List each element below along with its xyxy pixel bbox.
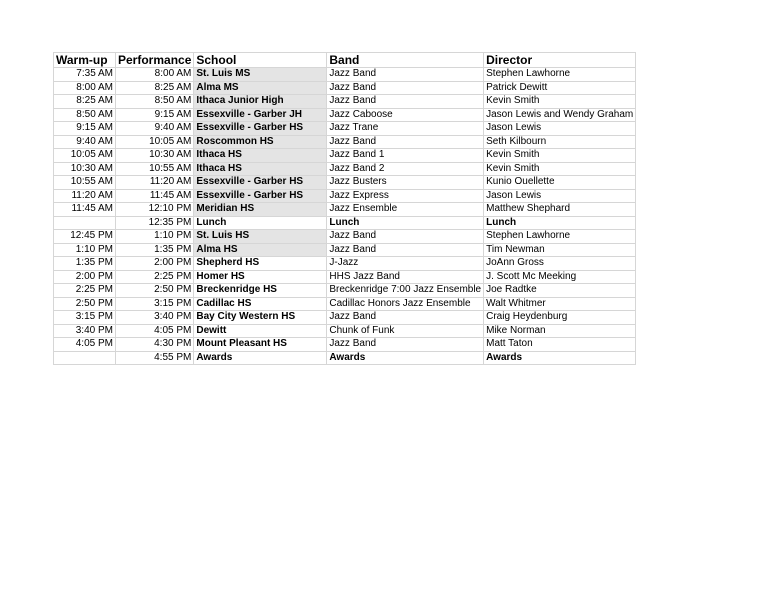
director-cell: Awards bbox=[484, 351, 636, 365]
band-cell: Jazz Busters bbox=[327, 176, 484, 190]
band-cell: Awards bbox=[327, 351, 484, 365]
school-cell: Awards bbox=[194, 351, 327, 365]
band-cell: Jazz Band bbox=[327, 81, 484, 95]
director-cell: JoAnn Gross bbox=[484, 257, 636, 271]
band-cell: Cadillac Honors Jazz Ensemble bbox=[327, 297, 484, 311]
table-row bbox=[54, 122, 636, 136]
school-cell: Roscommon HS bbox=[194, 135, 327, 149]
school-cell: Essexville - Garber HS bbox=[194, 189, 327, 203]
director-cell: Jason Lewis bbox=[484, 122, 636, 136]
director-cell: Matthew Shephard bbox=[484, 203, 636, 217]
school-cell: Lunch bbox=[194, 216, 327, 230]
director-cell: Kevin Smith bbox=[484, 95, 636, 109]
performance-cell: 10:05 AM bbox=[116, 135, 194, 149]
table-row bbox=[54, 351, 636, 365]
table-row bbox=[54, 95, 636, 109]
director-cell: Kevin Smith bbox=[484, 162, 636, 176]
table-row bbox=[54, 176, 636, 190]
band-cell: Breckenridge 7:00 Jazz Ensemble bbox=[327, 284, 484, 298]
school-cell: Dewitt bbox=[194, 324, 327, 338]
table-row bbox=[54, 324, 636, 338]
band-cell: Jazz Express bbox=[327, 189, 484, 203]
band-cell: Jazz Band 1 bbox=[327, 149, 484, 163]
table-row bbox=[54, 270, 636, 284]
school-cell: Ithaca HS bbox=[194, 162, 327, 176]
schedule-table bbox=[53, 52, 636, 365]
warmup-cell: 9:15 AM bbox=[54, 122, 116, 136]
director-cell: J. Scott Mc Meeking bbox=[484, 270, 636, 284]
band-cell: Jazz Band bbox=[327, 135, 484, 149]
warmup-cell: 3:40 PM bbox=[54, 324, 116, 338]
warmup-cell: 2:00 PM bbox=[54, 270, 116, 284]
header-warmup: Warm-up bbox=[54, 53, 116, 68]
school-cell: Essexville - Garber HS bbox=[194, 176, 327, 190]
director-cell: Matt Taton bbox=[484, 338, 636, 352]
band-cell: Chunk of Funk bbox=[327, 324, 484, 338]
school-cell: St. Luis HS bbox=[194, 230, 327, 244]
performance-cell: 10:55 AM bbox=[116, 162, 194, 176]
header-performance: Performance bbox=[116, 53, 194, 68]
band-cell: Lunch bbox=[327, 216, 484, 230]
performance-cell: 4:55 PM bbox=[116, 351, 194, 365]
warmup-cell: 8:25 AM bbox=[54, 95, 116, 109]
performance-cell: 11:20 AM bbox=[116, 176, 194, 190]
table-row bbox=[54, 257, 636, 271]
warmup-cell: 2:50 PM bbox=[54, 297, 116, 311]
school-cell: Shepherd HS bbox=[194, 257, 327, 271]
performance-cell: 2:00 PM bbox=[116, 257, 194, 271]
school-cell: St. Luis MS bbox=[194, 68, 327, 82]
warmup-cell: 1:10 PM bbox=[54, 243, 116, 257]
band-cell: HHS Jazz Band bbox=[327, 270, 484, 284]
school-cell: Essexville - Garber JH bbox=[194, 108, 327, 122]
warmup-cell: 4:05 PM bbox=[54, 338, 116, 352]
performance-cell: 8:50 AM bbox=[116, 95, 194, 109]
director-cell: Jason Lewis and Wendy Graham bbox=[484, 108, 636, 122]
table-row bbox=[54, 297, 636, 311]
performance-cell: 1:35 PM bbox=[116, 243, 194, 257]
performance-cell: 4:05 PM bbox=[116, 324, 194, 338]
director-cell: Stephen Lawhorne bbox=[484, 68, 636, 82]
performance-cell: 1:10 PM bbox=[116, 230, 194, 244]
band-cell: Jazz Band bbox=[327, 311, 484, 325]
band-cell: Jazz Trane bbox=[327, 122, 484, 136]
school-cell: Homer HS bbox=[194, 270, 327, 284]
director-cell: Kunio Ouellette bbox=[484, 176, 636, 190]
director-cell: Patrick Dewitt bbox=[484, 81, 636, 95]
school-cell: Alma HS bbox=[194, 243, 327, 257]
table-row bbox=[54, 243, 636, 257]
director-cell: Stephen Lawhorne bbox=[484, 230, 636, 244]
warmup-cell: 2:25 PM bbox=[54, 284, 116, 298]
performance-cell: 4:30 PM bbox=[116, 338, 194, 352]
table-row bbox=[54, 149, 636, 163]
table-row bbox=[54, 135, 636, 149]
school-cell: Ithaca HS bbox=[194, 149, 327, 163]
table-row bbox=[54, 108, 636, 122]
band-cell: Jazz Band bbox=[327, 243, 484, 257]
performance-cell: 9:40 AM bbox=[116, 122, 194, 136]
performance-cell: 10:30 AM bbox=[116, 149, 194, 163]
warmup-cell: 8:00 AM bbox=[54, 81, 116, 95]
performance-cell: 12:35 PM bbox=[116, 216, 194, 230]
performance-cell: 3:40 PM bbox=[116, 311, 194, 325]
school-cell: Breckenridge HS bbox=[194, 284, 327, 298]
table-row bbox=[54, 68, 636, 82]
table-row bbox=[54, 189, 636, 203]
header-director: Director bbox=[484, 53, 636, 68]
header-school: School bbox=[194, 53, 327, 68]
warmup-cell: 10:30 AM bbox=[54, 162, 116, 176]
director-cell: Joe Radtke bbox=[484, 284, 636, 298]
director-cell: Walt Whitmer bbox=[484, 297, 636, 311]
table-row bbox=[54, 216, 636, 230]
school-cell: Cadillac HS bbox=[194, 297, 327, 311]
band-cell: Jazz Band bbox=[327, 230, 484, 244]
warmup-cell bbox=[54, 216, 116, 230]
school-cell: Alma MS bbox=[194, 81, 327, 95]
table-row bbox=[54, 162, 636, 176]
table-row bbox=[54, 284, 636, 298]
director-cell: Jason Lewis bbox=[484, 189, 636, 203]
performance-cell: 3:15 PM bbox=[116, 297, 194, 311]
warmup-cell: 10:05 AM bbox=[54, 149, 116, 163]
performance-cell: 8:00 AM bbox=[116, 68, 194, 82]
school-cell: Mount Pleasant HS bbox=[194, 338, 327, 352]
director-cell: Lunch bbox=[484, 216, 636, 230]
school-cell: Meridian HS bbox=[194, 203, 327, 217]
band-cell: Jazz Caboose bbox=[327, 108, 484, 122]
performance-cell: 9:15 AM bbox=[116, 108, 194, 122]
director-cell: Tim Newman bbox=[484, 243, 636, 257]
warmup-cell: 11:45 AM bbox=[54, 203, 116, 217]
band-cell: Jazz Band bbox=[327, 338, 484, 352]
table-row bbox=[54, 311, 636, 325]
band-cell: Jazz Band bbox=[327, 95, 484, 109]
warmup-cell: 8:50 AM bbox=[54, 108, 116, 122]
school-cell: Bay City Western HS bbox=[194, 311, 327, 325]
band-cell: Jazz Band 2 bbox=[327, 162, 484, 176]
table-row bbox=[54, 81, 636, 95]
band-cell: Jazz Ensemble bbox=[327, 203, 484, 217]
director-cell: Mike Norman bbox=[484, 324, 636, 338]
schedule-body bbox=[54, 68, 636, 365]
school-cell: Ithaca Junior High bbox=[194, 95, 327, 109]
performance-cell: 2:25 PM bbox=[116, 270, 194, 284]
director-cell: Craig Heydenburg bbox=[484, 311, 636, 325]
performance-cell: 11:45 AM bbox=[116, 189, 194, 203]
header-row bbox=[54, 53, 636, 68]
director-cell: Kevin Smith bbox=[484, 149, 636, 163]
warmup-cell: 10:55 AM bbox=[54, 176, 116, 190]
table-row bbox=[54, 203, 636, 217]
header-band: Band bbox=[327, 53, 484, 68]
warmup-cell: 3:15 PM bbox=[54, 311, 116, 325]
band-cell: J-Jazz bbox=[327, 257, 484, 271]
warmup-cell: 9:40 AM bbox=[54, 135, 116, 149]
performance-cell: 2:50 PM bbox=[116, 284, 194, 298]
warmup-cell: 1:35 PM bbox=[54, 257, 116, 271]
performance-cell: 8:25 AM bbox=[116, 81, 194, 95]
warmup-cell: 7:35 AM bbox=[54, 68, 116, 82]
warmup-cell: 11:20 AM bbox=[54, 189, 116, 203]
school-cell: Essexville - Garber HS bbox=[194, 122, 327, 136]
director-cell: Seth Kilbourn bbox=[484, 135, 636, 149]
table-row bbox=[54, 338, 636, 352]
performance-cell: 12:10 PM bbox=[116, 203, 194, 217]
warmup-cell: 12:45 PM bbox=[54, 230, 116, 244]
warmup-cell bbox=[54, 351, 116, 365]
table-row bbox=[54, 230, 636, 244]
band-cell: Jazz Band bbox=[327, 68, 484, 82]
